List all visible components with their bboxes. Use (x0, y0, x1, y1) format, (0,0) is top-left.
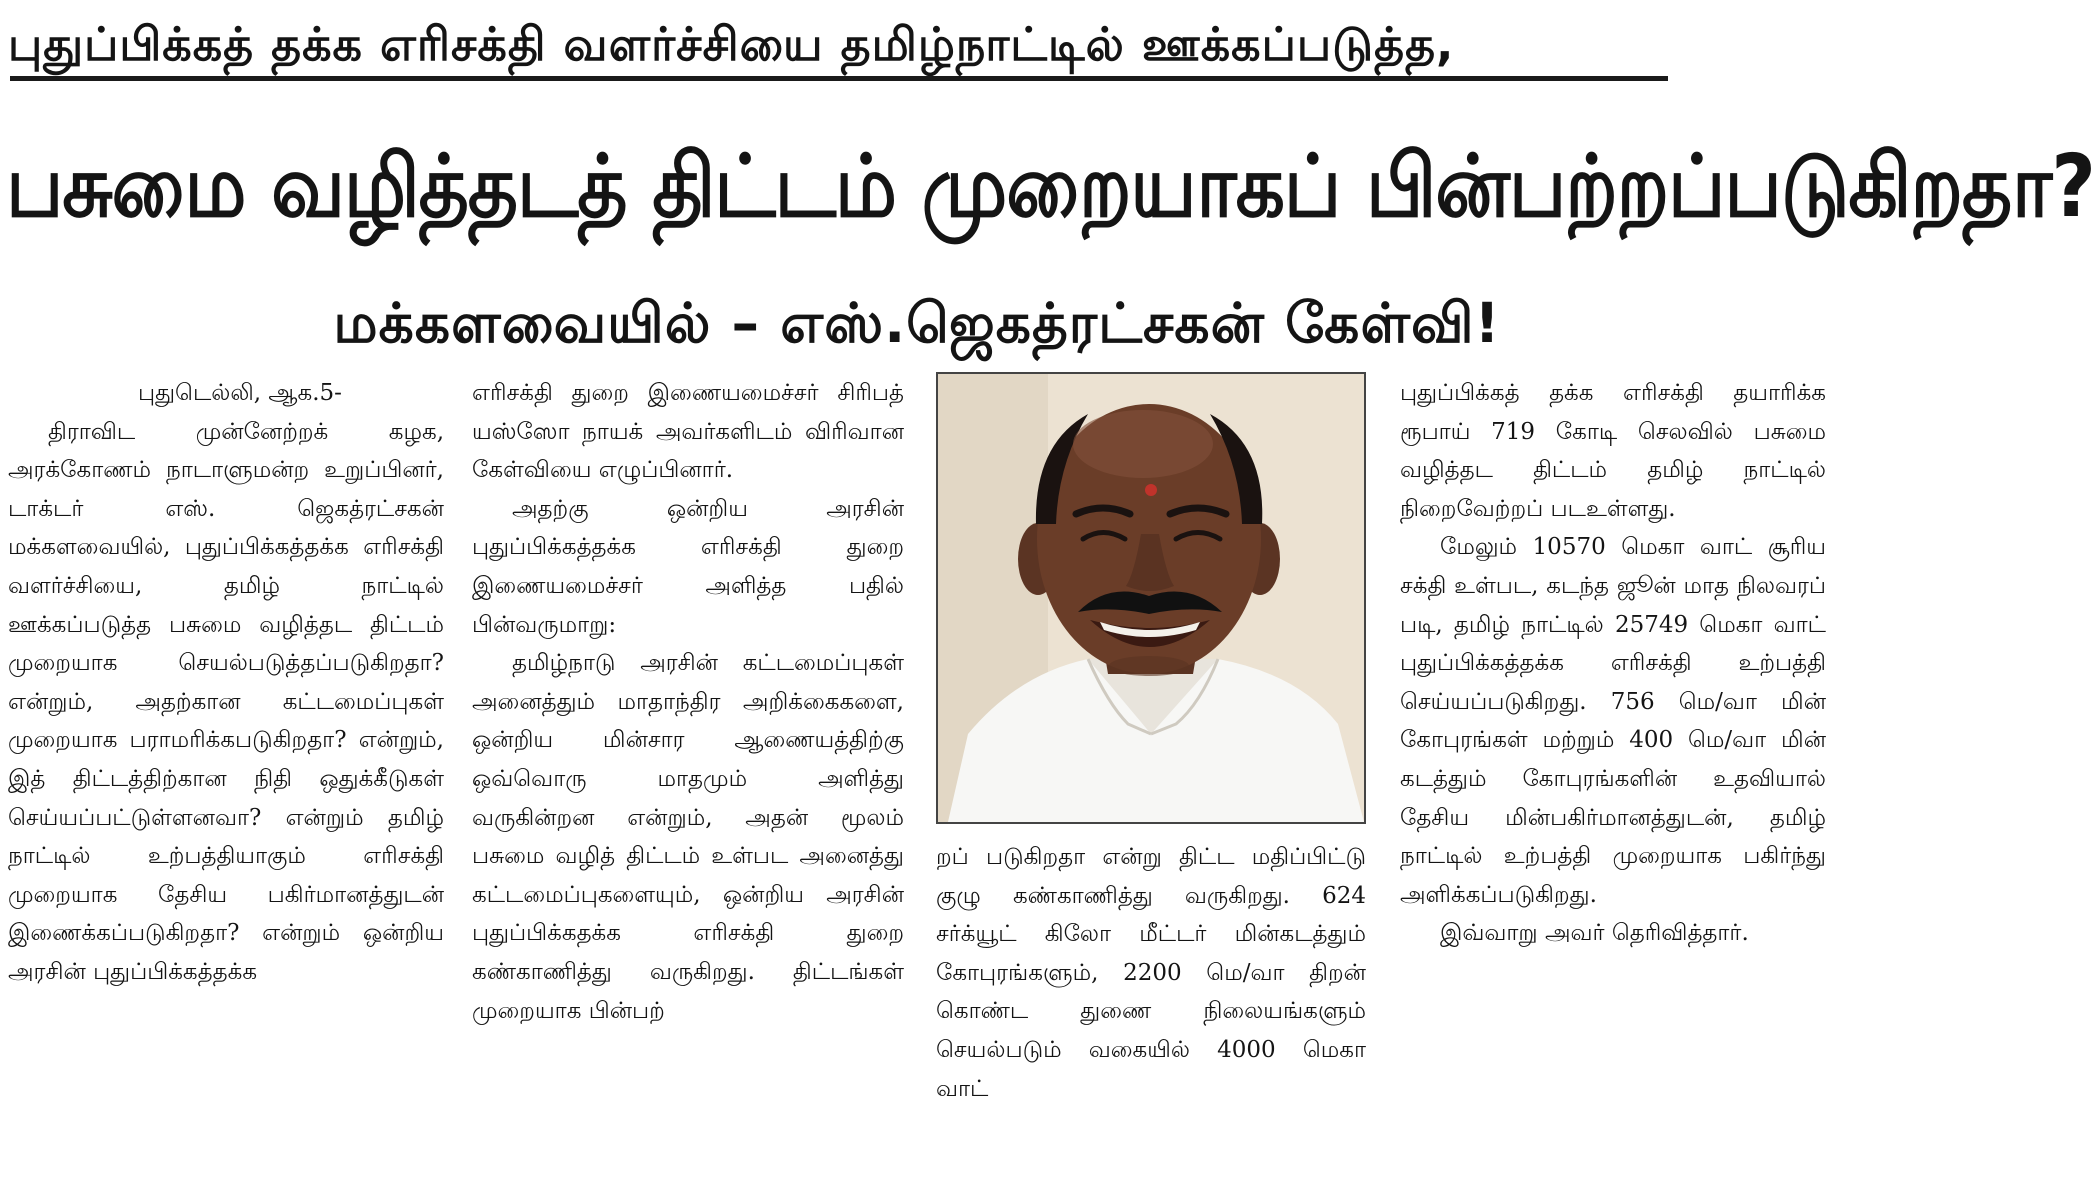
column-2-paragraph-2: அதற்கு ஒன்றிய அரசின் புதுப்பிக்கத்தக்க எரிசக்தி துறை இணையமைச்சர் அளித்த பதில் பின்வருமாறு: (472, 495, 904, 638)
portrait-photo (936, 372, 1366, 824)
column-4-paragraph-2: மேலும் 10570 மெகா வாட் சூரிய சக்தி உள்பட, கடந்த ஜூன் மாத நிலவரப் படி, தமிழ் நாட்டில் 25749 மெகா வாட் புதுப்பிக்கத்தக்க எரிசக்தி உற்பத்தி செய்யப்படுகிறது. 756 மெ/வா மின் கோபுரங்கள் மற்றும் 400 மெ/வா மின் கடத்தும் கோபுரங்களின் உதவியால் தேசிய மின்பகிர்மானத்துடன், தமிழ் நாட்டில் உற்பத்தி முறையாக பகிர்ந்து அளிக்கப்படுகிறது. (1400, 534, 1826, 908)
subheadline: மக்களவையில் – எஸ்.ஜெகத்ரட்சகன் கேள்வி! (333, 291, 1501, 355)
column-1-text: திராவிட முன்னேற்றக் கழக, அரக்கோணம் நாடாளுமன்ற உறுப்பினர், டாக்டர் எஸ். ஜெகத்ரட்சகன் மக்களவையில், புதுப்பிக்கத்தக்க எரிசக்தி வளர்ச்சியை, தமிழ் நாட்டில் ஊக்கப்படுத்த பசுமை வழித்தட திட்டம் முறையாக செயல்படுத்தப்படுகிறதா? என்றும், அதற்கான கட்டமைப்புகள் முறையாக பராமரிக்கபடுகிறதா? என்றும், இத் திட்டத்திற்கான நிதி ஒதுக்கீடுகள் செய்யப்பட்டுள்ளனவா? என்றும் தமிழ் நாட்டில் உற்பத்தியாகும் எரிசக்தி முறையாக தேசிய பகிர்மானத்துடன் இணைக்கப்படுகிறதா? என்றும் ஒன்றிய அரசின் புதுப்பிக்கத்தக்க (8, 418, 444, 985)
column-2-paragraph-1: எரிசக்தி துறை இணையமைச்சர் சிரிபத் யஸ்ஸோ நாயக் அவர்களிடம் விரிவான கேள்வியை எழுப்பினார். (472, 380, 904, 484)
article-column-4 (1400, 374, 1826, 1186)
column-4-paragraph-3: இவ்வாறு அவர் தெரிவித்தார். (1440, 920, 1749, 947)
kicker-headline: புதுப்பிக்கத் தக்க எரிசக்தி வளர்ச்சியை தமிழ்நாட்டில் ஊக்கப்படுத்த, (8, 17, 1455, 71)
article-column-3 (936, 838, 1366, 1188)
main-headline: பசுமை வழித்தடத் திட்டம் முறையாகப் பின்பற்றப்படுகிறதா? (6, 137, 2095, 238)
column-2-paragraph-3: தமிழ்நாடு அரசின் கட்டமைப்புகள் அனைத்தும் மாதாந்திர அறிக்கைகளை, ஒன்றிய மின்சார ஆணையத்திற்கு ஒவ்வொரு மாதமும் அளித்து வருகின்றன என்றும், அதன் மூலம் பசுமை வழித் திட்டம் உள்பட அனைத்து கட்டமைப்புகளையும், ஒன்றிய அரசின் புதுப்பிக்கதக்க எரிசக்தி துறை கண்காணித்து வருகிறது. திட்டங்கள் முறையாக பின்பற் (472, 650, 904, 1024)
dateline: புதுடெல்லி, ஆக.5- (138, 380, 342, 406)
column-3-text: றப் படுகிறதா என்று திட்ட மதிப்பிட்டு குழு கண்காணித்து வருகிறது. 624 சர்க்யூட் கிலோ மீட்டர் மின்கடத்தும் கோபுரங்களும், 2200 மெ/வா திறன் கொண்ட துணை நிலையங்களும் செயல்படும் வகையில் 4000 மெகா வாட் (936, 844, 1366, 1102)
kicker-underline (10, 76, 1668, 81)
column-4-paragraph-1: புதுப்பிக்கத் தக்க எரிசக்தி தயாரிக்க ரூபாய் 719 கோடி செலவில் பசுமை வழித்தட திட்டம் தமிழ் நாட்டில் நிறைவேற்றப் படஉள்ளது. (1400, 380, 1826, 522)
article-column-1 (8, 374, 444, 1186)
article-column-2 (472, 374, 904, 1186)
portrait-illustration (938, 374, 1364, 822)
